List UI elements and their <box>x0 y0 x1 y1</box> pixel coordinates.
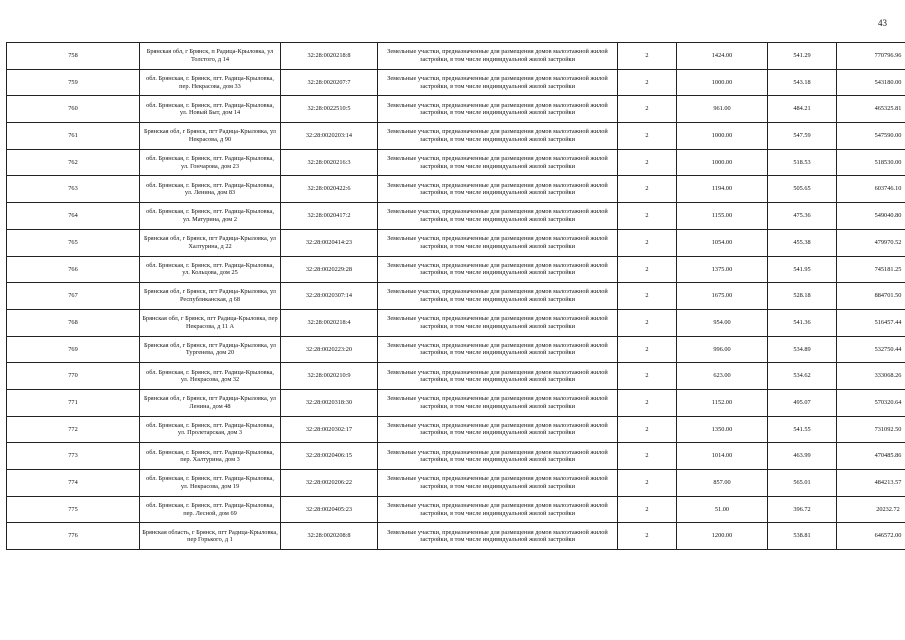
cadastral-value-cell: 532750.44 <box>837 336 905 363</box>
specific-value-cell: 484.21 <box>768 96 837 123</box>
address-cell: обл. Брянская, г. Брянск, пгт. Радица-Крыловка, пер. Некрасова, дом 33 <box>140 69 281 96</box>
group-code-cell: 2 <box>618 176 677 203</box>
table-row <box>7 256 905 283</box>
group-code-cell: 2 <box>618 309 677 336</box>
row-number-cell: 770 <box>7 363 140 390</box>
area-cell: 1424.00 <box>677 43 768 70</box>
cadastral-value-cell: 333068.26 <box>837 363 905 390</box>
area-cell: 1675.00 <box>677 283 768 310</box>
cadastral-number-cell: 32:28:0020203:14 <box>281 123 378 150</box>
group-code-cell: 2 <box>618 389 677 416</box>
cadastral-value-cell: 745181.25 <box>837 256 905 283</box>
cadastral-value-cell: 484213.57 <box>837 470 905 497</box>
specific-value-cell: 463.99 <box>768 443 837 470</box>
cadastral-number-cell: 32:28:0020207:7 <box>281 69 378 96</box>
specific-value-cell: 475.36 <box>768 203 837 230</box>
table-row <box>7 43 905 70</box>
row-number-cell: 768 <box>7 309 140 336</box>
address-cell: обл. Брянская, г. Брянск, пгт. Радица-Крыловка, ул. Некрасова, дом 32 <box>140 363 281 390</box>
land-use-cell: Земельные участки, предназначенные для размещения домов малоэтажной жилой застройки, в том числе индивидуальной жилой застройки <box>378 123 618 150</box>
cadastral-value-cell: 470485.86 <box>837 443 905 470</box>
group-code-cell: 2 <box>618 470 677 497</box>
address-cell: обл. Брянская, г. Брянск, пгт. Радица-Крыловка, пер. Халтурина, дом 3 <box>140 443 281 470</box>
table-row <box>7 309 905 336</box>
land-use-cell: Земельные участки, предназначенные для размещения домов малоэтажной жилой застройки, в том числе индивидуальной жилой застройки <box>378 309 618 336</box>
land-use-cell: Земельные участки, предназначенные для размещения домов малоэтажной жилой застройки, в том числе индивидуальной жилой застройки <box>378 256 618 283</box>
address-cell: обл. Брянская, г. Брянск, пгт. Радица-Крыловка, ул. Ленина, дом 83 <box>140 176 281 203</box>
land-use-cell: Земельные участки, предназначенные для размещения домов малоэтажной жилой застройки, в том числе индивидуальной жилой застройки <box>378 523 618 550</box>
table-row <box>7 416 905 443</box>
cadastral-number-cell: 32:28:0020216:3 <box>281 149 378 176</box>
address-cell: Брянская обл, г Брянск, пгт Радица-Крыловка, ул Тургенева, дом 20 <box>140 336 281 363</box>
cadastral-number-cell: 32:28:0020206:22 <box>281 470 378 497</box>
cadastral-value-cell: 570320.64 <box>837 389 905 416</box>
area-cell: 961.00 <box>677 96 768 123</box>
cadastral-value-cell: 20232.72 <box>837 496 905 523</box>
specific-value-cell: 541.36 <box>768 309 837 336</box>
cadastral-value-cell: 465325.81 <box>837 96 905 123</box>
land-use-cell: Земельные участки, предназначенные для размещения домов малоэтажной жилой застройки, в том числе индивидуальной жилой застройки <box>378 69 618 96</box>
group-code-cell: 2 <box>618 283 677 310</box>
area-cell: 857.00 <box>677 470 768 497</box>
table-row <box>7 389 905 416</box>
specific-value-cell: 543.18 <box>768 69 837 96</box>
cadastral-number-cell: 32:28:0020208:8 <box>281 523 378 550</box>
area-cell: 1350.00 <box>677 416 768 443</box>
cadastral-value-cell: 770796.96 <box>837 43 905 70</box>
cadastral-value-table <box>6 42 905 550</box>
cadastral-value-cell: 731092.50 <box>837 416 905 443</box>
cadastral-value-cell: 646572.00 <box>837 523 905 550</box>
area-cell: 1200.00 <box>677 523 768 550</box>
area-cell: 1000.00 <box>677 69 768 96</box>
land-use-cell: Земельные участки, предназначенные для размещения домов малоэтажной жилой застройки, в том числе индивидуальной жилой застройки <box>378 416 618 443</box>
cadastral-number-cell: 32:28:0020417:2 <box>281 203 378 230</box>
specific-value-cell: 538.81 <box>768 523 837 550</box>
group-code-cell: 2 <box>618 203 677 230</box>
row-number-cell: 775 <box>7 496 140 523</box>
specific-value-cell: 534.89 <box>768 336 837 363</box>
group-code-cell: 2 <box>618 523 677 550</box>
address-cell: Брянская обл, г Брянск, пгт Радица-Крыловка, ул Ленина, дом 48 <box>140 389 281 416</box>
table-row <box>7 336 905 363</box>
area-cell: 1152.00 <box>677 389 768 416</box>
land-use-cell: Земельные участки, предназначенные для размещения домов малоэтажной жилой застройки, в том числе индивидуальной жилой застройки <box>378 470 618 497</box>
table-row <box>7 229 905 256</box>
specific-value-cell: 547.59 <box>768 123 837 150</box>
address-cell: обл. Брянская, г. Брянск, пгт. Радица-Крыловка, ул. Гончарова, дом 23 <box>140 149 281 176</box>
group-code-cell: 2 <box>618 496 677 523</box>
cadastral-number-cell: 32:28:0020405:23 <box>281 496 378 523</box>
row-number-cell: 764 <box>7 203 140 230</box>
row-number-cell: 760 <box>7 96 140 123</box>
table-row <box>7 443 905 470</box>
cadastral-value-cell: 543180.00 <box>837 69 905 96</box>
row-number-cell: 765 <box>7 229 140 256</box>
cadastral-number-cell: 32:28:0020229:28 <box>281 256 378 283</box>
specific-value-cell: 541.29 <box>768 43 837 70</box>
land-use-cell: Земельные участки, предназначенные для размещения домов малоэтажной жилой застройки, в том числе индивидуальной жилой застройки <box>378 389 618 416</box>
land-use-cell: Земельные участки, предназначенные для размещения домов малоэтажной жилой застройки, в том числе индивидуальной жилой застройки <box>378 149 618 176</box>
land-use-cell: Земельные участки, предназначенные для размещения домов малоэтажной жилой застройки, в том числе индивидуальной жилой застройки <box>378 363 618 390</box>
area-cell: 954.00 <box>677 309 768 336</box>
area-cell: 1155.00 <box>677 203 768 230</box>
specific-value-cell: 495.07 <box>768 389 837 416</box>
cadastral-number-cell: 32:28:0020302:17 <box>281 416 378 443</box>
specific-value-cell: 396.72 <box>768 496 837 523</box>
area-cell: 1054.00 <box>677 229 768 256</box>
address-cell: обл. Брянская, г. Брянск, пгт. Радица-Крыловка, ул. Кольцова, дом 25 <box>140 256 281 283</box>
specific-value-cell: 534.62 <box>768 363 837 390</box>
group-code-cell: 2 <box>618 123 677 150</box>
row-number-cell: 758 <box>7 43 140 70</box>
group-code-cell: 2 <box>618 256 677 283</box>
address-cell: обл. Брянская, г. Брянск, пгт. Радица-Крыловка, ул. Матурина, дом 2 <box>140 203 281 230</box>
row-number-cell: 769 <box>7 336 140 363</box>
area-cell: 623.00 <box>677 363 768 390</box>
row-number-cell: 759 <box>7 69 140 96</box>
address-cell: обл. Брянская, г. Брянск, пгт. Радица-Крыловка, ул. Некрасова, дом 19 <box>140 470 281 497</box>
page-number: 43 <box>878 18 887 28</box>
land-use-cell: Земельные участки, предназначенные для размещения домов малоэтажной жилой застройки, в том числе индивидуальной жилой застройки <box>378 443 618 470</box>
row-number-cell: 762 <box>7 149 140 176</box>
cadastral-number-cell: 32:28:0020218:8 <box>281 43 378 70</box>
cadastral-number-cell: 32:28:0022510:5 <box>281 96 378 123</box>
address-cell: Брянская обл, г Брянск, п Радица-Крыловка, ул Толстого, д 14 <box>140 43 281 70</box>
address-cell: Брянская область, г Брянск, пгт Радица-Крыловка, пер Горького, д 1 <box>140 523 281 550</box>
cadastral-value-cell: 518530.00 <box>837 149 905 176</box>
table-row <box>7 149 905 176</box>
group-code-cell: 2 <box>618 96 677 123</box>
row-number-cell: 771 <box>7 389 140 416</box>
table-row <box>7 470 905 497</box>
cadastral-value-cell: 884701.50 <box>837 283 905 310</box>
address-cell: Брянская обл, г Брянск, пгт Радица-Крыловка, ул Халтурина, д 22 <box>140 229 281 256</box>
cadastral-number-cell: 32:28:0020414:23 <box>281 229 378 256</box>
row-number-cell: 766 <box>7 256 140 283</box>
land-use-cell: Земельные участки, предназначенные для размещения домов малоэтажной жилой застройки, в том числе индивидуальной жилой застройки <box>378 176 618 203</box>
group-code-cell: 2 <box>618 149 677 176</box>
row-number-cell: 774 <box>7 470 140 497</box>
address-cell: обл. Брянская, г. Брянск, пгт. Радица-Крыловка, ул. Пролетарская, дом 3 <box>140 416 281 443</box>
cadastral-value-cell: 603746.10 <box>837 176 905 203</box>
table-row <box>7 123 905 150</box>
area-cell: 996.00 <box>677 336 768 363</box>
cadastral-number-cell: 32:28:0020210:9 <box>281 363 378 390</box>
cadastral-number-cell: 32:28:0020218:4 <box>281 309 378 336</box>
cadastral-number-cell: 32:28:0020406:15 <box>281 443 378 470</box>
address-cell: обл. Брянская, г. Брянск, пгт. Радица-Крыловка, пер. Лесной, дом 69 <box>140 496 281 523</box>
specific-value-cell: 541.95 <box>768 256 837 283</box>
table-row <box>7 523 905 550</box>
group-code-cell: 2 <box>618 43 677 70</box>
area-cell: 1000.00 <box>677 149 768 176</box>
table-row <box>7 69 905 96</box>
specific-value-cell: 565.01 <box>768 470 837 497</box>
specific-value-cell: 518.53 <box>768 149 837 176</box>
cadastral-number-cell: 32:28:0020307:14 <box>281 283 378 310</box>
row-number-cell: 773 <box>7 443 140 470</box>
table-row <box>7 96 905 123</box>
group-code-cell: 2 <box>618 336 677 363</box>
area-cell: 1014.00 <box>677 443 768 470</box>
cadastral-number-cell: 32:28:0020223:20 <box>281 336 378 363</box>
land-use-cell: Земельные участки, предназначенные для размещения домов малоэтажной жилой застройки, в том числе индивидуальной жилой застройки <box>378 283 618 310</box>
address-cell: Брянская обл, г Брянск, пгт Радица-Крыловка, ул Некрасова, д 90 <box>140 123 281 150</box>
specific-value-cell: 505.65 <box>768 176 837 203</box>
cadastral-value-cell: 549040.80 <box>837 203 905 230</box>
table-body <box>7 43 905 550</box>
group-code-cell: 2 <box>618 363 677 390</box>
specific-value-cell: 541.55 <box>768 416 837 443</box>
row-number-cell: 776 <box>7 523 140 550</box>
land-use-cell: Земельные участки, предназначенные для размещения домов малоэтажной жилой застройки, в том числе индивидуальной жилой застройки <box>378 203 618 230</box>
area-cell: 51.00 <box>677 496 768 523</box>
land-use-cell: Земельные участки, предназначенные для размещения домов малоэтажной жилой застройки, в том числе индивидуальной жилой застройки <box>378 336 618 363</box>
address-cell: Брянская обл, г Брянск, пгт Радица-Крыловка, ул Республиканская, д 68 <box>140 283 281 310</box>
cadastral-number-cell: 32:28:0020422:6 <box>281 176 378 203</box>
row-number-cell: 767 <box>7 283 140 310</box>
group-code-cell: 2 <box>618 443 677 470</box>
table-row <box>7 283 905 310</box>
table-row <box>7 176 905 203</box>
area-cell: 1194.00 <box>677 176 768 203</box>
cadastral-value-cell: 516457.44 <box>837 309 905 336</box>
address-cell: обл. Брянская, г. Брянск, пгт. Радица-Крыловка, ул. Новый Быт, дом 14 <box>140 96 281 123</box>
cadastral-number-cell: 32:28:0020318:30 <box>281 389 378 416</box>
land-use-cell: Земельные участки, предназначенные для размещения домов малоэтажной жилой застройки, в том числе индивидуальной жилой застройки <box>378 496 618 523</box>
row-number-cell: 772 <box>7 416 140 443</box>
area-cell: 1000.00 <box>677 123 768 150</box>
cadastral-value-cell: 547590.00 <box>837 123 905 150</box>
table-row <box>7 363 905 390</box>
group-code-cell: 2 <box>618 69 677 96</box>
row-number-cell: 763 <box>7 176 140 203</box>
land-use-cell: Земельные участки, предназначенные для размещения домов малоэтажной жилой застройки, в том числе индивидуальной жилой застройки <box>378 43 618 70</box>
address-cell: Брянская обл, г Брянск, пгт Радица-Крыловка, пер Некрасова, д 11 А <box>140 309 281 336</box>
cadastral-value-cell: 479970.52 <box>837 229 905 256</box>
land-use-cell: Земельные участки, предназначенные для размещения домов малоэтажной жилой застройки, в том числе индивидуальной жилой застройки <box>378 96 618 123</box>
group-code-cell: 2 <box>618 416 677 443</box>
land-use-cell: Земельные участки, предназначенные для размещения домов малоэтажной жилой застройки, в том числе индивидуальной жилой застройки <box>378 229 618 256</box>
table-row <box>7 496 905 523</box>
specific-value-cell: 528.18 <box>768 283 837 310</box>
table-row <box>7 203 905 230</box>
specific-value-cell: 455.38 <box>768 229 837 256</box>
area-cell: 1375.00 <box>677 256 768 283</box>
row-number-cell: 761 <box>7 123 140 150</box>
group-code-cell: 2 <box>618 229 677 256</box>
